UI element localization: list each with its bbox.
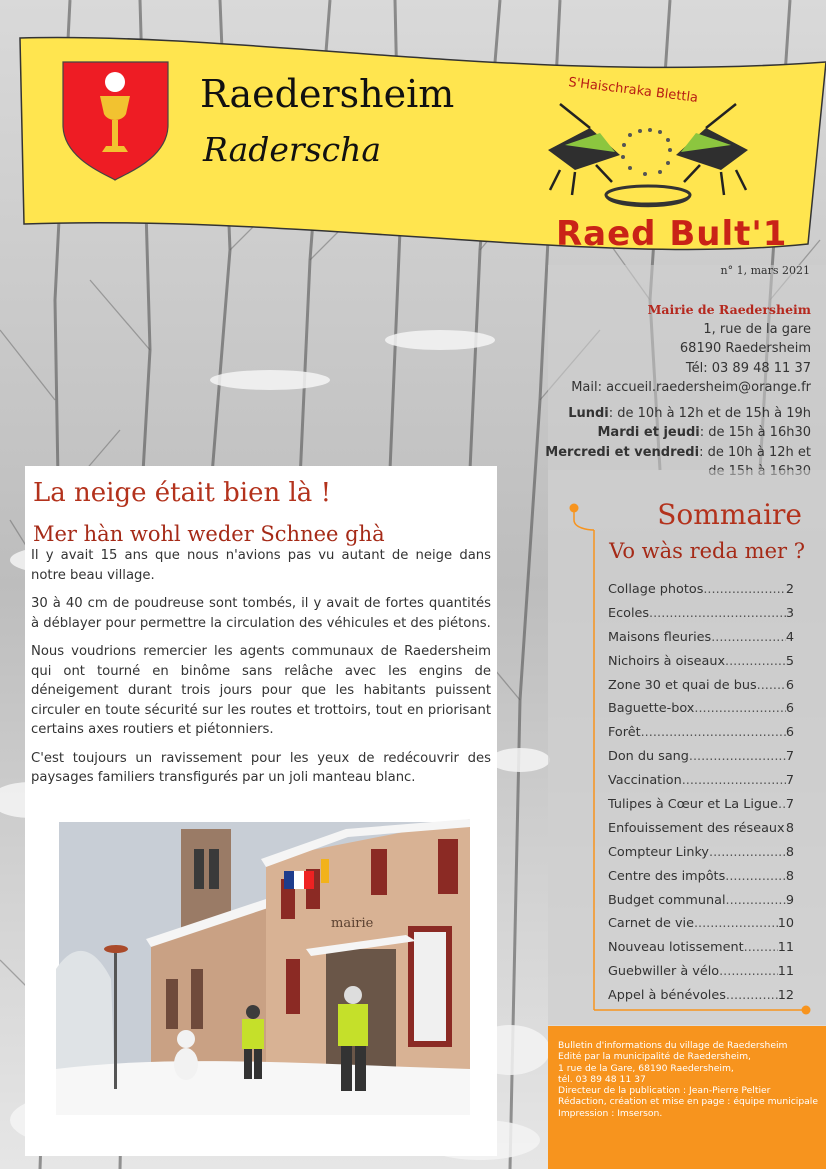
hours-row (511, 404, 811, 424)
colophon-line: Directeur de la publication : Jean-Pierre Peltier (558, 1085, 771, 1097)
toc-page: 11 (777, 940, 794, 956)
toc-label: Nichoirs à oiseaux (608, 653, 726, 669)
hours-time: : de 10h à 12h et de 15h à 19h (608, 405, 811, 421)
toc-item[interactable] (608, 889, 794, 913)
toc-label: Appel à bénévoles (608, 988, 726, 1004)
hours-day: Mardi et jeudi (597, 425, 700, 440)
mairie-city: 68190 Raedersheim (679, 341, 811, 356)
toc-label: Don du sang (608, 749, 689, 765)
toc-item[interactable] (608, 626, 794, 650)
toc-label: Forêt (608, 725, 641, 741)
toc-item[interactable] (608, 602, 794, 626)
issue-number: n° 1, mars 2021 (720, 264, 810, 277)
toc-page: 5 (785, 653, 794, 669)
colophon-line: Impression : Imserson. (558, 1107, 663, 1119)
colophon-line: Rédaction, création et mise en page : équipe municipale (558, 1096, 819, 1108)
photo-mairie-sign: mairie (331, 916, 374, 931)
town-name: Raedersheim (200, 72, 455, 116)
toc-leader (709, 841, 786, 865)
hours-row (511, 423, 811, 443)
toc-label: Carnet de vie (608, 916, 694, 932)
toc-leader (778, 793, 786, 817)
colophon (548, 1026, 826, 1169)
colophon-line: Edité par la municipalité de Raedersheim, (558, 1051, 751, 1063)
toc-leader (744, 936, 778, 960)
toc-label: Vaccination (608, 773, 682, 789)
toc-label: Ecoles (608, 605, 650, 621)
toc-page: 3 (785, 605, 794, 621)
hours-row (511, 443, 811, 463)
hours-time: : de 10h à 12h et (699, 444, 811, 460)
toc-page: 8 (785, 820, 794, 836)
toc-leader (641, 721, 786, 745)
toc-leader (725, 865, 786, 889)
toc-label: Zone 30 et quai de bus (608, 677, 757, 693)
toc-leader (726, 889, 786, 913)
article-paragraph: Nous voudrions remercier les agents communaux de Raedersheim qui ont tourné en binôme sans relâche avec les engins de déneigement durant trois jours pour que les habitants puissent circuler en toute sécurité sur les routes et trottoirs, tout en priorisant certains axes routiers et piétonniers. (31, 644, 491, 737)
mairie-phone: Tél: 03 89 48 11 37 (685, 360, 811, 376)
toc-leader (725, 650, 786, 674)
publication-name: Raed Bult'1 (556, 214, 788, 254)
toc-item[interactable] (608, 984, 794, 1008)
toc-label: Centre des impôts (608, 868, 726, 884)
toc-item[interactable] (608, 936, 794, 960)
colophon-line: Bulletin d'informations du village de Raedersheim (558, 1040, 788, 1051)
toc-item[interactable] (608, 841, 794, 865)
toc-item[interactable] (608, 912, 794, 936)
toc-label: Tulipes à Cœur et La Ligue (608, 797, 778, 813)
toc-leader (649, 602, 786, 626)
hours-time: : de 15h à 16h30 (699, 425, 811, 440)
toc-leader (711, 626, 786, 650)
toc-page: 6 (785, 725, 794, 741)
toc-label: Budget communal (608, 892, 726, 908)
toc-page: 4 (785, 629, 794, 645)
toc-label: Guebwiller à vélo (608, 964, 720, 980)
toc-leader (726, 984, 778, 1008)
article-title: La neige était bien là ! (33, 478, 332, 508)
toc-page: 10 (777, 916, 794, 932)
mairie-name: Mairie de Raedersheim (647, 302, 811, 317)
toc-item[interactable] (608, 960, 794, 984)
toc-item[interactable] (608, 674, 794, 698)
toc-page: 2 (785, 582, 794, 597)
toc-item[interactable] (608, 793, 794, 817)
toc-leader (694, 697, 785, 721)
toc-leader (682, 769, 786, 793)
toc-item[interactable] (608, 721, 794, 745)
toc-label: Compteur Linky (608, 844, 710, 860)
toc-page: 8 (785, 868, 794, 884)
town-name-alsatian: Radersch​a (203, 130, 382, 169)
toc-item[interactable] (608, 745, 794, 769)
toc-leader (694, 912, 778, 936)
table-of-contents (608, 578, 794, 1008)
toc-leader (703, 578, 785, 602)
toc-page: 7 (785, 749, 794, 765)
hours-day: Mercredi et vendredi (545, 444, 700, 460)
toc-page: 6 (785, 677, 794, 693)
toc-page: 11 (777, 964, 794, 980)
toc-page: 6 (785, 701, 794, 717)
mairie-email[interactable]: Mail: accueil.raedersheim@orange.fr (571, 380, 811, 395)
logo-slogan: S'Haischraka Blettla (567, 75, 699, 106)
toc-page: 12 (777, 988, 794, 1004)
toc-item[interactable] (608, 865, 794, 889)
article-paragraph: 30 à 40 cm de poudreuse sont tombés, il y avait de fortes quantités à déblayer pour permettre la circulation des véhicules et des piétons. (31, 596, 491, 631)
sommaire-title: Sommaire (657, 498, 802, 531)
contact-block (511, 300, 811, 482)
toc-leader (757, 674, 786, 698)
toc-label: Baguette-box (608, 701, 695, 717)
toc-page: 7 (785, 773, 794, 789)
toc-label: Enfouissement des réseaux (608, 820, 785, 836)
toc-label: Maisons fleuries (608, 629, 712, 645)
toc-page: 8 (785, 844, 794, 860)
colophon-line: 1 rue de la Gare, 68190 Raedersheim, (558, 1062, 734, 1074)
toc-page: 7 (785, 797, 794, 813)
toc-label: Collage photos (608, 582, 704, 597)
article-paragraph: Il y avait 15 ans que nous n'avions pas vu autant de neige dans notre beau village. (31, 548, 491, 583)
town-hall-photo (56, 819, 470, 1115)
mairie-address: 1, rue de la gare (703, 321, 811, 337)
sommaire-subtitle: Vo wàs reda mer ? (609, 539, 805, 563)
toc-item[interactable] (608, 817, 794, 841)
toc-leader (689, 745, 786, 769)
toc-item[interactable] (608, 769, 794, 793)
article-body (31, 546, 491, 797)
hours-day: Lundi (568, 405, 609, 421)
colophon-text (558, 1040, 826, 1119)
toc-leader (719, 960, 778, 984)
toc-item[interactable] (608, 650, 794, 674)
toc-label: Nouveau lotissement (608, 940, 744, 956)
toc-item[interactable] (608, 578, 794, 602)
article-subtitle: Mer hàn wohl weder Schnee ghà (33, 522, 385, 546)
main-article (25, 466, 497, 1156)
article-paragraph: C'est toujours un ravissement pour les yeux de redécouvrir des paysages familiers transfigurés par un joli manteau blanc. (31, 750, 491, 785)
toc-item[interactable] (608, 697, 794, 721)
toc-page: 9 (785, 892, 794, 908)
colophon-line: tél. 03 89 48 11 37 (558, 1073, 646, 1085)
